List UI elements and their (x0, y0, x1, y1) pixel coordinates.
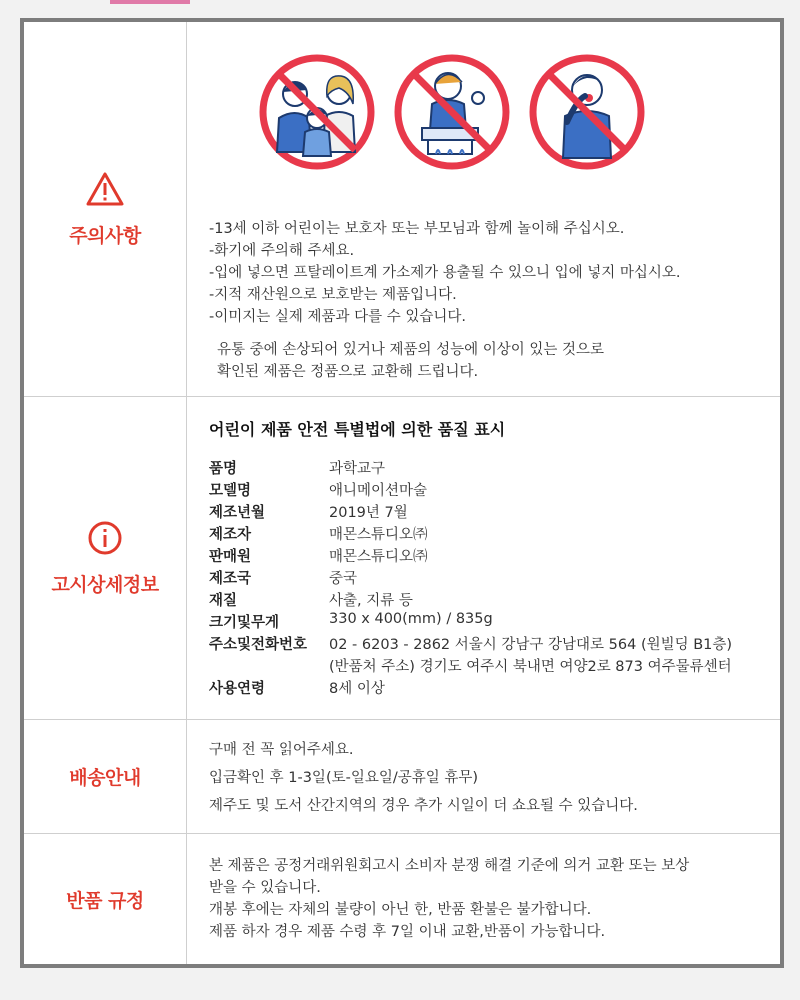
product-info-section (24, 397, 780, 720)
info-key: 제조년월 (209, 505, 266, 521)
shipping-line: 구매 전 꼭 읽어주세요. (209, 742, 354, 758)
info-row (209, 633, 733, 654)
warning-triangle-icon (85, 171, 125, 211)
no-mouth-icon (527, 52, 647, 172)
info-key: 크기및무게 (209, 615, 280, 631)
exchange-notice-line: 확인된 제품은 정품으로 교환해 드립니다. (217, 364, 479, 380)
info-key: 품명 (209, 461, 238, 477)
info-row (209, 611, 493, 632)
shipping-line: 입금확인 후 1-3일(토-일요일/공휴일 휴무) (209, 770, 479, 786)
caution-section (24, 22, 780, 397)
shipping-content (187, 720, 780, 833)
caution-pictograms (257, 52, 657, 177)
caution-content (187, 22, 780, 396)
info-value: 2019년 7월 (329, 505, 408, 521)
no-fire-cooking-icon (392, 52, 512, 172)
info-row (209, 567, 358, 588)
info-row (209, 677, 385, 698)
info-row (209, 501, 408, 522)
returns-title: 반품 규정 (66, 889, 144, 912)
info-value: 사출, 지류 등 (329, 593, 413, 609)
info-value: 애니메이션마술 (329, 483, 428, 499)
returns-line: 개봉 후에는 자체의 불량이 아닌 한, 반품 환불은 불가합니다. (209, 902, 592, 918)
shipping-label-cell (24, 720, 187, 833)
info-key: 모델명 (209, 483, 252, 499)
no-family-supervision-icon (257, 52, 377, 172)
info-row (209, 523, 428, 544)
caution-line: -지적 재산원으로 보호받는 제품입니다. (209, 287, 457, 303)
info-value: 8세 이상 (329, 681, 385, 697)
info-value: 02 - 6203 - 2862 서울시 강남구 강남대로 564 (원빌딩 B1층) (329, 637, 733, 653)
info-row (209, 655, 732, 675)
info-key: 사용연령 (209, 681, 266, 697)
caution-label-cell (24, 22, 187, 396)
exchange-notice-line: 유통 중에 손상되어 있거나 제품의 성능에 이상이 있는 것으로 (217, 342, 605, 358)
info-value: (반품처 주소) 경기도 여주시 북내면 여양2로 873 여주물류센터 (329, 659, 732, 675)
info-key: 주소및전화번호 (209, 637, 308, 653)
info-title: 고시상세정보 (51, 573, 159, 596)
info-key: 판매원 (209, 549, 252, 565)
shipping-section (24, 720, 780, 834)
info-row (209, 479, 428, 500)
returns-label-cell (24, 834, 187, 964)
info-key: 제조국 (209, 571, 252, 587)
info-value: 매몬스튜디오㈜ (329, 549, 428, 565)
quality-label-heading: 어린이 제품 안전 특별법에 의한 품질 표시 (209, 420, 506, 439)
info-circle-icon (87, 520, 123, 560)
caution-line: -화기에 주의해 주세요. (209, 243, 355, 259)
info-key: 재질 (209, 593, 238, 609)
info-row (209, 589, 413, 610)
caution-title: 주의사항 (69, 224, 141, 247)
info-value: 330 x 400(mm) / 835g (329, 611, 493, 627)
info-row (209, 457, 386, 478)
shipping-line: 제주도 및 도서 산간지역의 경우 추가 시일이 더 쇼요될 수 있습니다. (209, 798, 638, 814)
shipping-title: 배송안내 (69, 767, 141, 789)
returns-content (187, 834, 780, 964)
caution-line: -13세 이하 어린이는 보호자 또는 부모님과 함께 놀이해 주십시오. (209, 221, 625, 237)
info-value: 과학교구 (329, 461, 386, 477)
info-key: 제조자 (209, 527, 252, 543)
info-content (187, 397, 780, 719)
caution-line: -이미지는 실제 제품과 다를 수 있습니다. (209, 309, 466, 325)
returns-section (24, 834, 780, 964)
caution-line: -입에 넣으면 프탈레이트계 가소제가 용출될 수 있으니 입에 넣지 마십시오. (209, 265, 681, 281)
top-color-strip (110, 0, 190, 4)
returns-line: 받을 수 있습니다. (209, 880, 321, 896)
info-value: 중국 (329, 571, 358, 587)
info-row (209, 545, 428, 566)
product-notice-table (20, 18, 784, 968)
info-label-cell (24, 397, 187, 719)
returns-line: 본 제품은 공정거래위원회고시 소비자 분쟁 해결 기준에 의거 교환 또는 보상 (209, 858, 690, 874)
returns-line: 제품 하자 경우 제품 수령 후 7일 이내 교환,반품이 가능합니다. (209, 924, 606, 940)
info-value: 매몬스튜디오㈜ (329, 527, 428, 543)
